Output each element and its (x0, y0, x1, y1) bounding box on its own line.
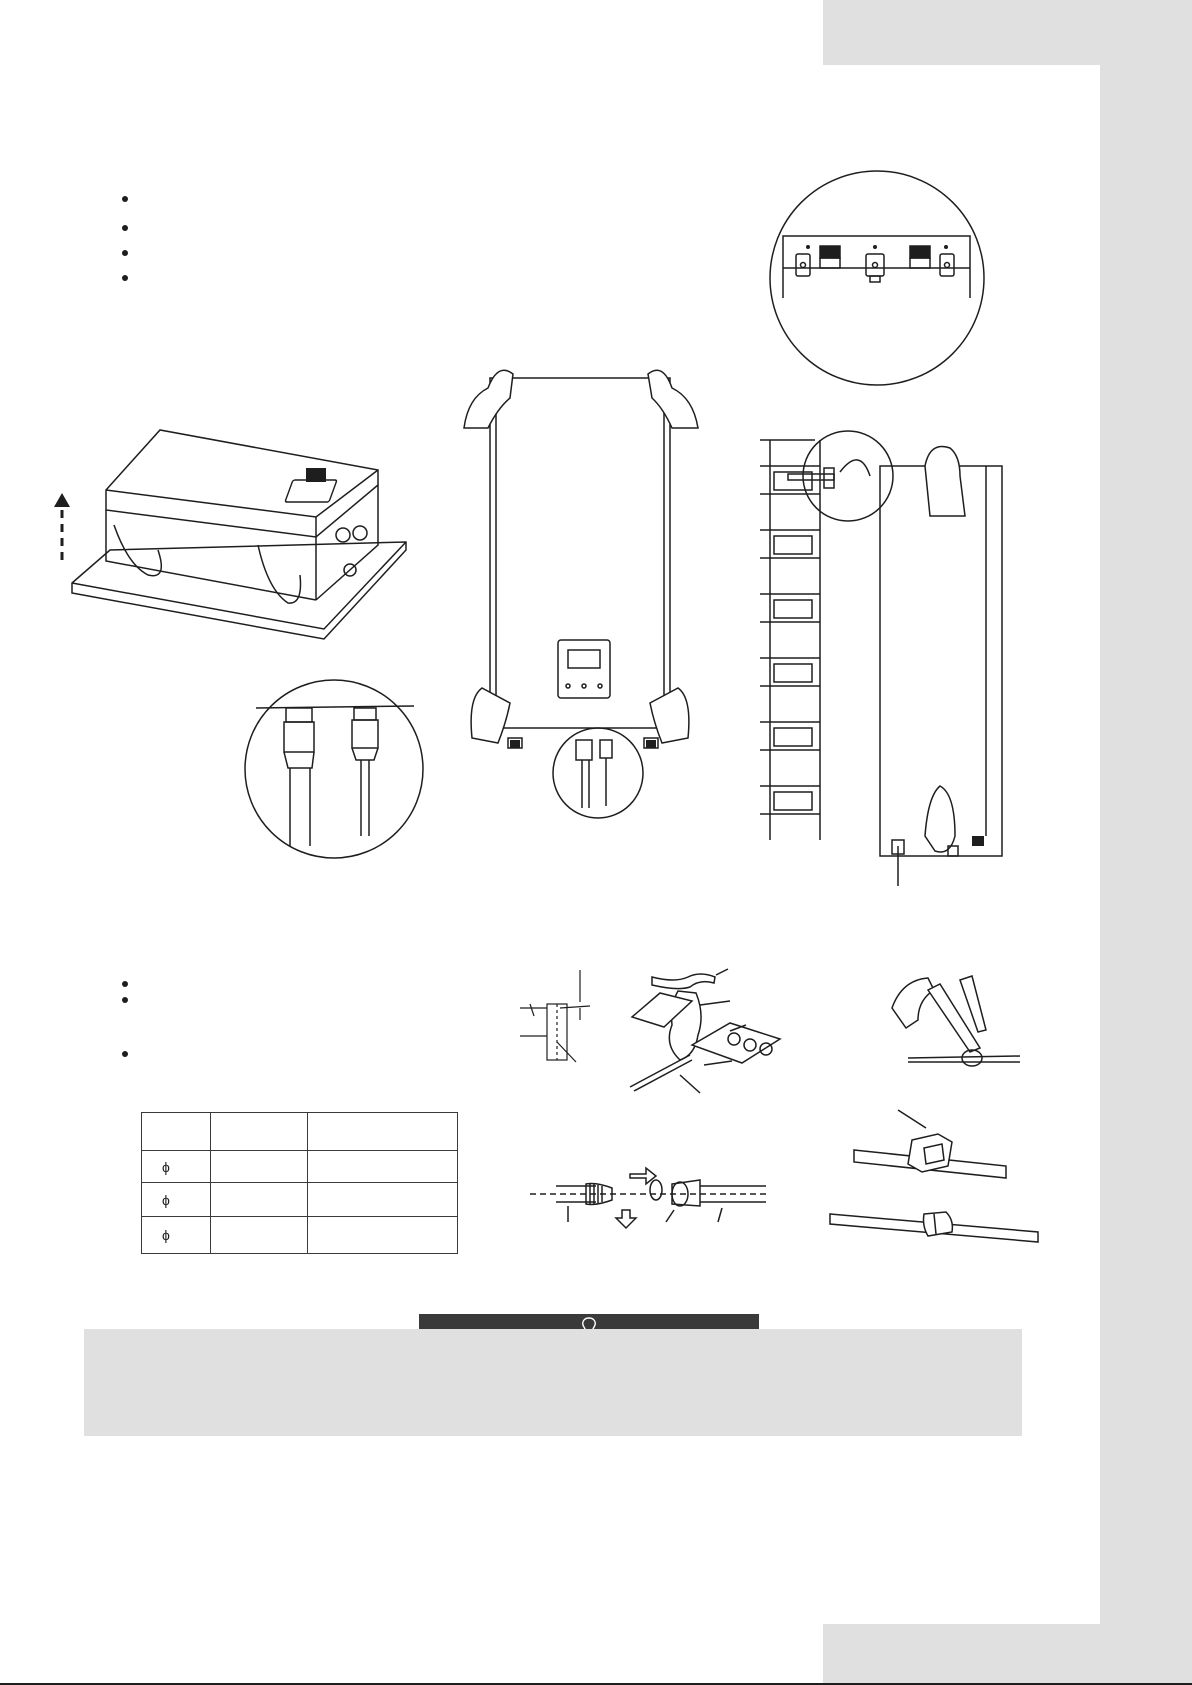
table-cell (211, 1151, 308, 1183)
table-cell (142, 1113, 211, 1151)
flaring-tool-illustration (620, 965, 790, 1093)
table-row (142, 1151, 458, 1183)
table-cell (308, 1113, 458, 1151)
table-cell (308, 1217, 458, 1254)
table-cell: ϕ (142, 1217, 211, 1254)
bullet-icon (122, 196, 128, 202)
bullet-icon (122, 250, 128, 256)
bracket-detail-illustration (768, 168, 986, 388)
tip-note-box (84, 1329, 1022, 1436)
front-view-illustration (458, 368, 710, 823)
pipe-cut-illustration (520, 970, 590, 1062)
bullet-icon (122, 1051, 128, 1057)
table-row (142, 1217, 458, 1254)
wrench-tightening-illustration (888, 970, 1022, 1070)
flare-nut-assembly-illustration (530, 1166, 766, 1234)
table-cell (211, 1217, 308, 1254)
table-cell: ϕ (142, 1183, 211, 1217)
right-side-strip (1100, 0, 1192, 1685)
bottom-right-tab (823, 1624, 1192, 1685)
unpacking-illustration (48, 425, 410, 640)
pipe-connector-detail-illustration (244, 678, 424, 860)
table-cell (211, 1113, 308, 1151)
pipe-size-table (141, 1112, 458, 1254)
bullet-icon (122, 225, 128, 231)
table-cell: ϕ (142, 1151, 211, 1183)
bullet-icon (122, 981, 128, 987)
bullet-icon (122, 275, 128, 281)
bullet-icon (122, 997, 128, 1003)
table-cell (308, 1151, 458, 1183)
flare-joint-illustration (828, 1108, 1038, 1256)
table-cell (211, 1183, 308, 1217)
wall-mount-side-illustration (760, 436, 1012, 891)
table-row (142, 1183, 458, 1217)
table-cell (308, 1183, 458, 1217)
table-row (142, 1113, 458, 1151)
